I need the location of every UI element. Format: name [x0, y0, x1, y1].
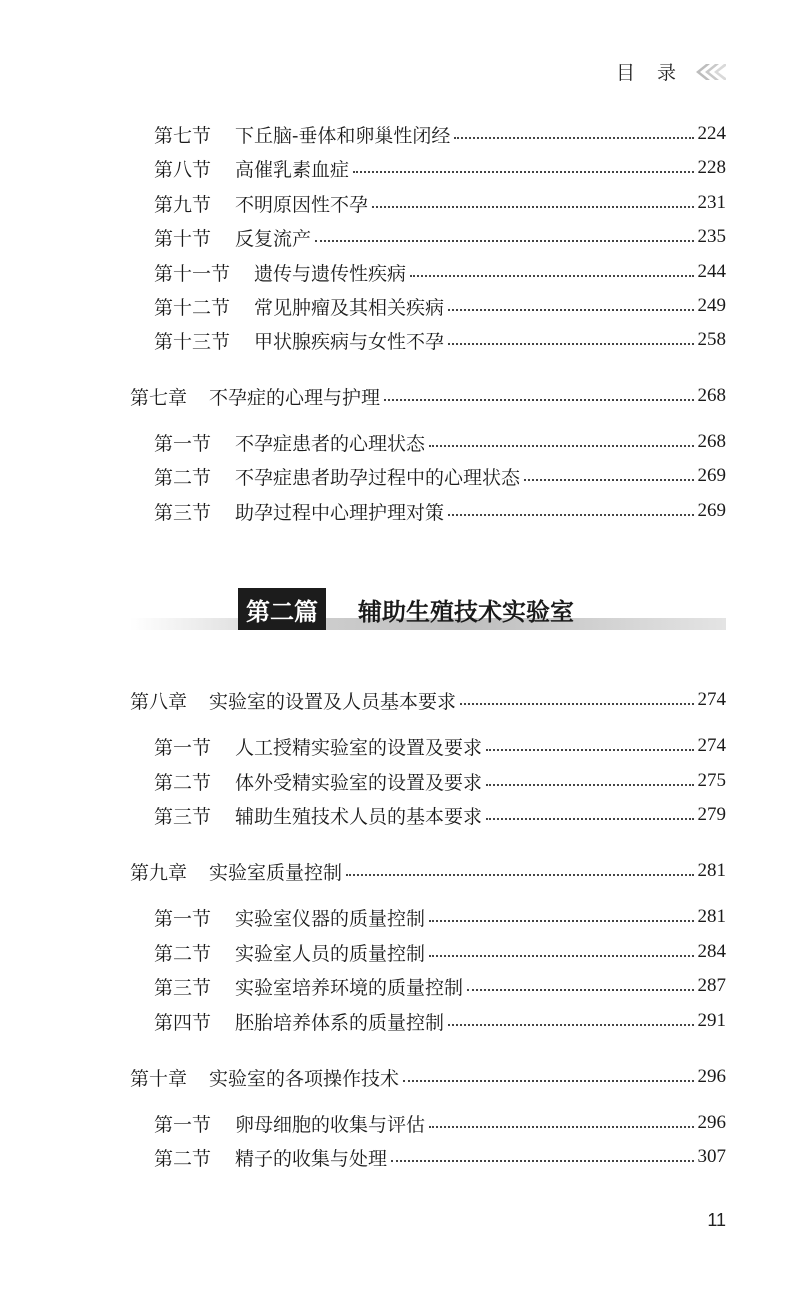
toc-section-entry[interactable]: [154, 903, 726, 931]
section-number: 第七节: [154, 124, 212, 147]
page-ref: 307: [697, 1146, 726, 1167]
page-ref: 235: [697, 226, 726, 247]
dot-leader: [346, 874, 693, 876]
toc-section-entry[interactable]: [154, 1143, 726, 1171]
part-banner: [130, 588, 726, 630]
dot-leader: [448, 1024, 693, 1026]
page-ref: 296: [697, 1112, 726, 1133]
toc-section-entry[interactable]: [154, 1109, 726, 1137]
section-title: 不孕症患者助孕过程中的心理状态: [235, 466, 521, 489]
page-ref: 274: [697, 689, 726, 710]
section-title: 体外受精实验室的设置及要求: [235, 771, 483, 794]
page-ref: 244: [697, 261, 726, 282]
page-ref: 269: [697, 500, 726, 521]
toc-section-entry[interactable]: [154, 938, 726, 966]
section-number: 第十一节: [154, 262, 231, 285]
section-title: 实验室培养环境的质量控制: [235, 976, 464, 999]
toc-section-entry[interactable]: [154, 258, 726, 286]
dot-leader: [448, 514, 693, 516]
toc-section-entry[interactable]: [154, 801, 726, 829]
page-ref: 274: [697, 735, 726, 756]
toc-section-entry[interactable]: [154, 462, 726, 490]
dot-leader: [353, 171, 693, 173]
dot-leader: [460, 703, 693, 705]
dot-leader: [403, 1080, 693, 1082]
dot-leader: [467, 989, 693, 991]
chevron-left-icon: [694, 62, 726, 82]
section-title: 高催乳素血症: [235, 158, 350, 181]
part-label: 第二篇: [238, 588, 326, 630]
chapter-title: 不孕症的心理与护理: [209, 386, 381, 409]
section-number: 第一节: [154, 432, 212, 455]
page-ref: 281: [697, 906, 726, 927]
chapter-number: 第九章: [130, 861, 188, 884]
chapter-number: 第八章: [130, 690, 188, 713]
section-number: 第十三节: [154, 330, 231, 353]
dot-leader: [410, 275, 693, 277]
toc-chapter-entry[interactable]: [130, 857, 726, 885]
dot-leader: [448, 343, 693, 345]
dot-leader: [486, 818, 693, 820]
section-title: 常见肿瘤及其相关疾病: [254, 296, 445, 319]
section-number: 第十节: [154, 227, 212, 250]
page-ref: 249: [697, 295, 726, 316]
toc-chapter-entry[interactable]: [130, 1063, 726, 1091]
section-number: 第四节: [154, 1011, 212, 1034]
page-ref: 268: [697, 431, 726, 452]
page-ref: 279: [697, 804, 726, 825]
toc-section-entry[interactable]: [154, 223, 726, 251]
dot-leader: [384, 399, 693, 401]
toc-section-entry[interactable]: [154, 120, 726, 148]
section-number: 第三节: [154, 976, 212, 999]
part-title: 辅助生殖技术实验室: [358, 597, 574, 626]
section-title: 不明原因性不孕: [235, 193, 369, 216]
section-number: 第八节: [154, 158, 212, 181]
page-number: 11: [707, 1210, 726, 1230]
toc-section-entry[interactable]: [154, 732, 726, 760]
page-ref: 287: [697, 975, 726, 996]
section-title: 助孕过程中心理护理对策: [235, 501, 445, 524]
dot-leader: [372, 206, 693, 208]
section-number: 第十二节: [154, 296, 231, 319]
page-ref: 269: [697, 465, 726, 486]
section-title: 胚胎培养体系的质量控制: [235, 1011, 445, 1034]
section-number: 第三节: [154, 501, 212, 524]
dot-leader: [429, 445, 693, 447]
dot-leader: [429, 920, 693, 922]
dot-leader: [391, 1160, 693, 1162]
dot-leader: [429, 955, 693, 957]
chapter-title: 实验室的各项操作技术: [209, 1067, 400, 1090]
page-ref: 231: [697, 192, 726, 213]
section-number: 第一节: [154, 736, 212, 759]
section-number: 第一节: [154, 1113, 212, 1136]
section-title: 实验室人员的质量控制: [235, 942, 426, 965]
dot-leader: [486, 749, 693, 751]
dot-leader: [454, 137, 693, 139]
page-ref: 268: [697, 385, 726, 406]
toc-section-entry[interactable]: [154, 428, 726, 456]
chapter-number: 第七章: [130, 386, 188, 409]
toc-section-entry[interactable]: [154, 189, 726, 217]
section-title: 人工授精实验室的设置及要求: [235, 736, 483, 759]
section-title: 下丘脑-垂体和卵巢性闭经: [235, 124, 451, 147]
toc-section-entry[interactable]: [154, 1007, 726, 1035]
toc-section-entry[interactable]: [154, 767, 726, 795]
section-number: 第二节: [154, 466, 212, 489]
chapter-number: 第十章: [130, 1067, 188, 1090]
page-ref: 291: [697, 1010, 726, 1031]
section-number: 第三节: [154, 805, 212, 828]
section-number: 第二节: [154, 1147, 212, 1170]
page-ref: 284: [697, 941, 726, 962]
page-ref: 296: [697, 1066, 726, 1087]
toc-section-entry[interactable]: [154, 292, 726, 320]
chapter-title: 实验室质量控制: [209, 861, 343, 884]
section-title: 卵母细胞的收集与评估: [235, 1113, 426, 1136]
section-number: 第一节: [154, 907, 212, 930]
section-number: 第二节: [154, 771, 212, 794]
dot-leader: [486, 784, 693, 786]
toc-section-entry[interactable]: [154, 326, 726, 354]
page-ref: 281: [697, 860, 726, 881]
page-ref: 275: [697, 770, 726, 791]
section-title: 辅助生殖技术人员的基本要求: [235, 805, 483, 828]
dot-leader: [315, 240, 693, 242]
header-title: 目 录: [615, 62, 684, 84]
section-title: 不孕症患者的心理状态: [235, 432, 426, 455]
toc-section-entry[interactable]: [154, 972, 726, 1000]
section-title: 精子的收集与处理: [235, 1147, 388, 1170]
dot-leader: [429, 1126, 693, 1128]
dot-leader: [524, 479, 693, 481]
toc-chapter-entry[interactable]: [130, 686, 726, 714]
section-title: 甲状腺疾病与女性不孕: [254, 330, 445, 353]
chapter-title: 实验室的设置及人员基本要求: [209, 690, 457, 713]
section-number: 第九节: [154, 193, 212, 216]
toc-section-entry[interactable]: [154, 497, 726, 525]
section-title: 实验室仪器的质量控制: [235, 907, 426, 930]
section-title: 反复流产: [235, 227, 312, 250]
running-header: [616, 58, 726, 85]
page-ref: 228: [697, 157, 726, 178]
dot-leader: [448, 309, 693, 311]
toc-chapter-entry[interactable]: [130, 382, 726, 410]
section-title: 遗传与遗传性疾病: [254, 262, 407, 285]
page-ref: 258: [697, 329, 726, 350]
section-number: 第二节: [154, 942, 212, 965]
toc-section-entry[interactable]: [154, 154, 726, 182]
page-ref: 224: [697, 123, 726, 144]
